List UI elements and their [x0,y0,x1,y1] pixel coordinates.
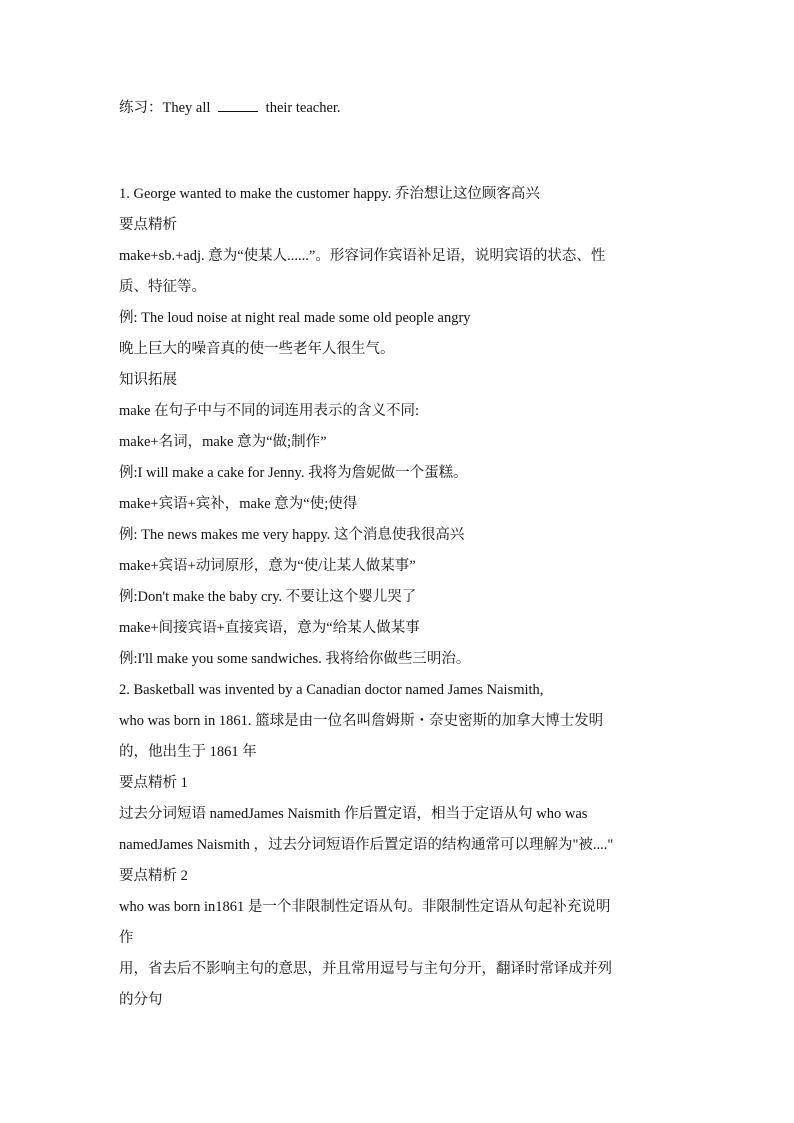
paragraph-line: make+宾语+动词原形，意为“使/让某人做某事” [119,558,416,574]
paragraph-line: 用，省去后不影响主句的意思，并且常用逗号与主句分开，翻译时常译成并列 [119,961,612,977]
key-point-1-heading: 要点精析 1 [119,775,188,791]
sentence-2-heading: 2. Basketball was invented by a Canadian doctor named James Naismith, [119,682,544,698]
paragraph-line: namedJames Naismith ，过去分词短语作后置定语的结构通常可以理解为"被...." [119,837,614,853]
key-point-heading: 要点精析 [119,217,177,233]
paragraph-line: 作 [119,930,134,946]
sentence-1-heading: 1. George wanted to make the customer happy. 乔治想让这位顾客高兴 [119,186,540,202]
paragraph-line: 过去分词短语 namedJames Naismith 作后置定语，相当于定语从句 who was [119,806,588,822]
answer-blank [218,99,258,112]
translation-line: 晚上巨大的噪音真的使一些老年人很生气。 [119,341,395,357]
sentence-2-line: who was born in 1861. 篮球是由一位名叫詹姆斯・奈史密斯的加拿大博士发明 [119,713,604,729]
paragraph-line: make 在句子中与不同的词连用表示的含义不同: [119,403,420,419]
exercise-suffix: their teacher. [265,100,341,116]
example-line: 例: The news makes me very happy. 这个消息使我很高兴 [119,527,465,543]
paragraph-line: make+宾语+宾补，make 意为“使;使得 [119,496,358,512]
paragraph-line: make+sb.+adj. 意为“使某人......”。形容词作宾语补足语，说明宾语的状态、性 [119,248,606,264]
example-line: 例:I'll make you some sandwiches. 我将给你做些三明治。 [119,651,471,667]
exercise-line [119,98,341,118]
example-line: 例:I will make a cake for Jenny. 我将为詹妮做一个蛋糕。 [119,465,468,481]
example-line: 例:Don't make the baby cry. 不要让这个婴儿哭了 [119,589,417,605]
knowledge-expansion-heading: 知识拓展 [119,372,177,388]
paragraph-line: who was born in1861 是一个非限制性定语从句。非限制性定语从句起补充说明 [119,899,611,915]
key-point-2-heading: 要点精析 2 [119,868,188,884]
paragraph-line: 的分句 [119,992,163,1008]
sentence-2-line: 的，他出生于 1861 年 [119,744,257,760]
exercise-prefix: 练习：They all [119,100,211,116]
paragraph-line: 质、特征等。 [119,279,206,295]
paragraph-line: make+名词，make 意为“做;制作” [119,434,327,450]
example-line: 例: The loud noise at night real made some old people angry [119,310,471,326]
paragraph-line: make+间接宾语+直接宾语，意为“给某人做某事 [119,620,420,636]
